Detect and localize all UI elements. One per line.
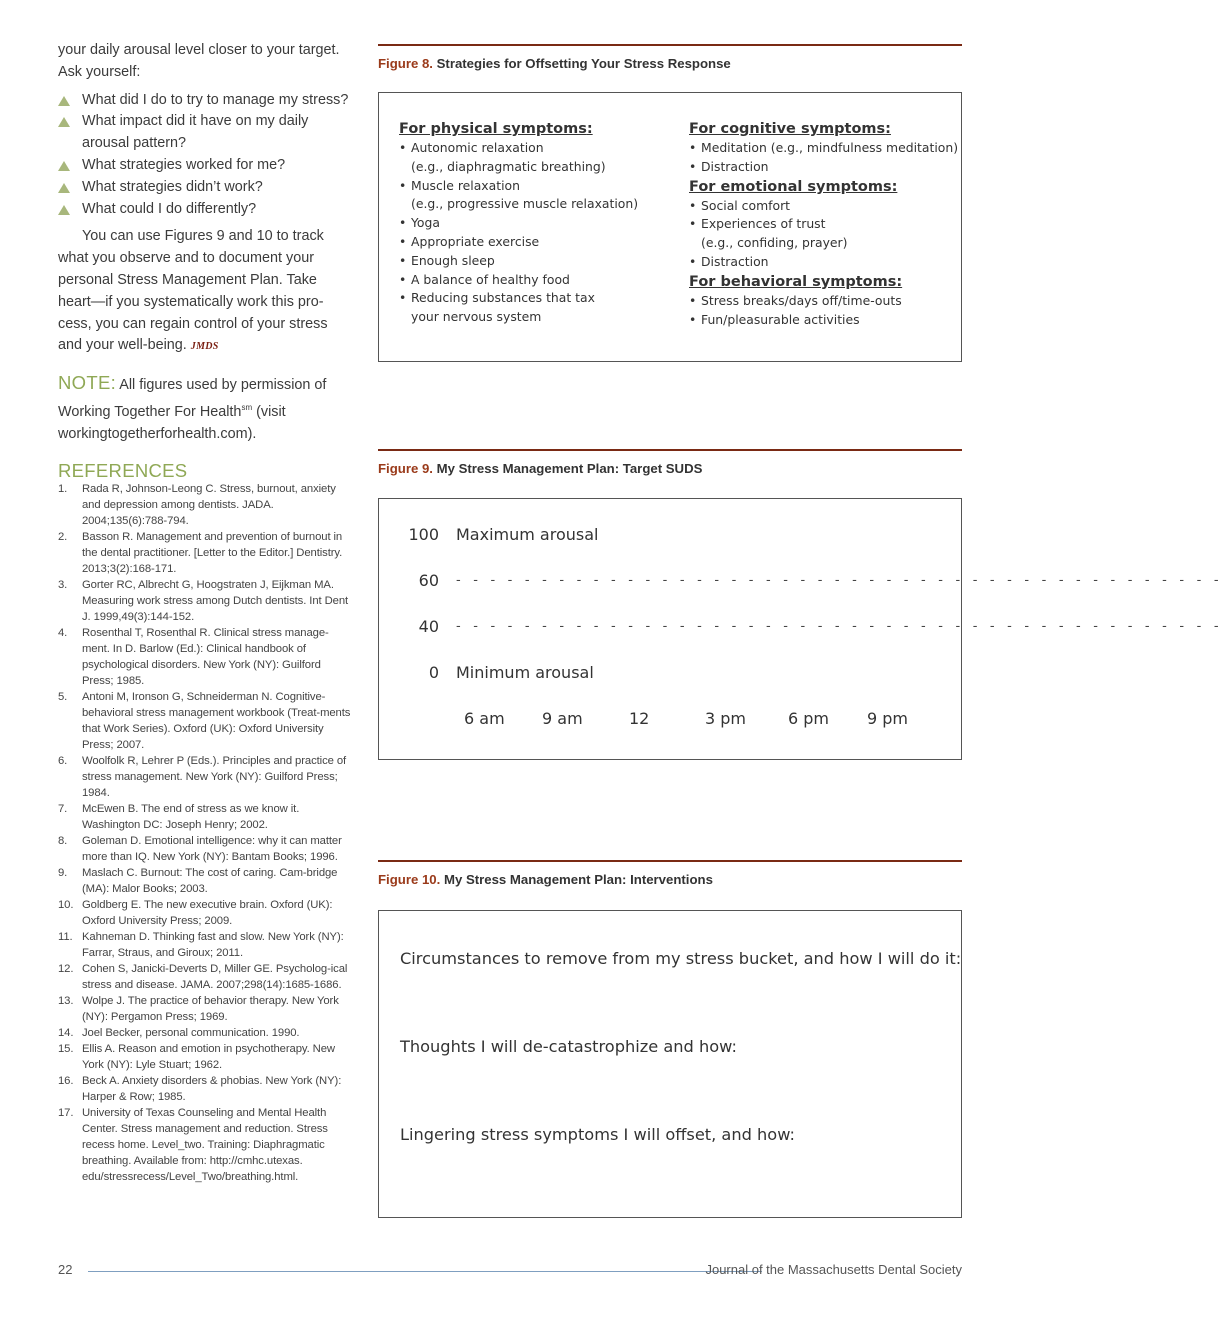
list-item-text: Distraction [701,158,769,174]
reference-number: 4. [58,627,68,640]
list-item [399,252,679,271]
reference-number: 13. [58,995,74,1008]
figure9-box: 100 Maximum arousal 60 - - - - - - - - - - - - - - - - - - - - - - - - - - - - - - - - - - - - - - - - - - - - - 40 - - - - - - - - - - - - - - - - - - - - - - - - - - - - - - - - - - - - - - - - - - - - - 0 Minimum arousal 6 am 9 am 12 3 pm 6 pm 9 pm [378,498,962,760]
reference-item [58,897,353,929]
figure10-caption: Figure 10. My Stress Management Plan: Interventions [378,872,713,887]
triangle-bullet-icon [58,161,70,171]
figure8-box [378,92,962,362]
psych-column [689,119,959,329]
reference-item [58,833,353,865]
intro-paragraph: your daily arousal level closer to your target. Ask yourself: [58,42,340,80]
intervention-symptoms: Lingering stress symptoms I will offset, and how: [400,1125,796,1144]
references-list [58,481,353,1185]
reference-number: 15. [58,1043,74,1056]
figure10-rule [378,860,962,862]
triangle-bullet-icon [58,96,70,106]
question-list [58,90,353,221]
physical-heading: For physical symptoms: [399,121,593,137]
page-number: 22 [58,1262,73,1277]
physical-list [399,139,679,327]
reference-item [58,1025,353,1041]
reference-item [58,993,353,1025]
reference-item [58,865,353,897]
list-item: What did I do to try to manage my stress? [58,90,353,112]
note-heading: NOTE: [58,372,117,394]
reference-text: Maslach C. Burnout: The cost of caring. Cam-bridge (MA): Malor Books; 2003. [82,867,338,896]
reference-number: 16. [58,1075,74,1088]
reference-number: 8. [58,835,68,848]
reference-text: Beck A. Anxiety disorders & phobias. New York (NY): Harper & Row; 1985. [82,1075,342,1104]
list-item [399,214,679,233]
reference-item [58,1073,353,1105]
reference-item [58,801,353,833]
bullet-icon: • [399,233,407,249]
reference-item [58,1105,353,1185]
list-item [689,292,959,311]
page-footer [58,1262,962,1282]
time-label: 12 [629,709,650,728]
reference-number: 14. [58,1027,74,1040]
reference-item [58,753,353,801]
reference-item [58,929,353,961]
list-item-text: Appropriate exercise [411,233,540,249]
list-item: What strategies worked for me? [58,155,353,177]
reference-number: 12. [58,963,74,976]
bullet-icon: • [689,311,697,327]
bullet-icon: • [399,252,407,268]
figure9-caption: Figure 9. My Stress Management Plan: Target SUDS [378,461,703,476]
reference-text: McEwen B. The end of stress as we know it. Washington DC: Joseph Henry; 2002. [82,803,300,832]
intervention-thoughts: Thoughts I will de-catastrophize and how: [400,1037,737,1056]
figure10-box [378,910,962,1218]
reference-item [58,625,353,689]
reference-item [58,481,353,529]
bullet-icon: • [689,158,697,174]
reference-number: 1. [58,483,68,496]
reference-number: 3. [58,579,68,592]
reference-text: Rada R, Johnson-Leong C. Stress, burnout, anxiety and depression among dentists. JADA. 2004;135(6):788-794. [82,483,336,528]
reference-item [58,961,353,993]
physical-column [399,119,679,327]
bullet-icon: • [399,177,407,193]
note-paragraph: NOTE: All figures used by permission of Working Together For Health$^{sm}$ (visit workingtogetherforhealth.com). [58,372,327,442]
cognitive-heading: For cognitive symptoms: [689,121,891,137]
list-item-subtext: your nervous system [411,309,542,325]
reference-item [58,1041,353,1073]
list-item-text: Muscle relaxation [411,177,520,193]
journal-name: Journal of the Massachusetts Dental Society [705,1262,962,1277]
reference-number: 11. [58,931,73,944]
reference-text: University of Texas Counseling and Mental Health Center. Stress management and reduction. Stress recess home. Level_two. Training: Diaphragmatic breathing. Available from: http://cmhc.utexas. edu/stressrecess/Level_Two/breathing.html. [82,1107,328,1184]
list-item [689,215,959,234]
list-item-subtext: (e.g., progressive muscle relaxation) [411,196,639,212]
triangle-bullet-icon [58,205,70,215]
list-item [689,139,959,158]
emotional-heading: For emotional symptoms: [689,178,898,195]
list-item-text: Autonomic relaxation [411,140,544,155]
footer-rule [88,1271,762,1272]
bullet-icon: • [399,140,407,155]
list-item-text: A balance of healthy food [411,271,570,287]
reference-text: Wolpe J. The practice of behavior therapy. New York (NY): Pergamon Press; 1969. [82,995,339,1024]
reference-text: Kahneman D. Thinking fast and slow. New York (NY): Farrar, Straus, and Giroux; 2011. [82,931,344,960]
behavioral-heading: For behavioral symptoms: [689,273,903,290]
time-label: 6 am [464,709,505,728]
list-item-text: Experiences of trust [701,216,826,232]
triangle-bullet-icon [58,183,70,193]
list-item [689,311,959,330]
reference-item [58,689,353,753]
reference-item [58,529,353,577]
target-line-40: - - - - - - - - - - - - - - - - - - - - - - - - - - - - - - - - - - - - - - - - - - - - - [456,619,1223,634]
reference-number: 9. [58,867,68,880]
time-label: 6 pm [788,709,830,728]
reference-text: Goleman D. Emotional intelligence: why it can matter more than IQ. New York (NY): Bantam Books; 1996. [82,835,342,864]
behavioral-list [689,292,959,330]
closing-paragraph: You can use Figures 9 and 10 to track what you observe and to document your personal Stress Management Plan. Take heart—if you systematically work this pro-cess, you can regain control of your stress and your well-being. JMDS [58,228,328,354]
bullet-icon: • [689,216,697,232]
time-label: 9 am [542,709,583,728]
list-item [399,139,679,158]
reference-text: Gorter RC, Albrecht G, Hoogstraten J, Eijkman MA. Measuring work stress among Dutch dentists. Int Dent J. 1999,49(3):144-152. [82,579,349,624]
list-item [689,197,959,216]
list-item [399,289,679,308]
reference-number: 5. [58,691,68,704]
emotional-list [689,197,959,272]
bullet-icon: • [399,215,407,231]
time-label: 9 pm [867,709,909,728]
list-item: What could I do differently? [58,199,353,221]
list-item-text: Yoga [411,215,440,231]
reference-number: 2. [58,531,68,544]
figure9-rule [378,449,962,451]
list-item-text: Distraction [701,253,769,269]
bullet-icon: • [689,253,697,269]
bullet-icon: • [689,140,697,155]
list-item-text: Enough sleep [411,252,495,268]
bullet-icon: • [399,271,407,287]
list-item [399,177,679,196]
reference-item [58,577,353,625]
intervention-circumstances: Circumstances to remove from my stress bucket, and how I will do it: [400,949,962,968]
list-item-text: Social comfort [701,197,791,213]
reference-text: Ellis A. Reason and emotion in psychotherapy. New York (NY): Lyle Stuart; 1962. [82,1043,335,1072]
list-item-text: Meditation (e.g., mindfulness meditation) [701,140,959,155]
time-label: 3 pm [705,709,747,728]
reference-text: Antoni M, Ironson G, Schneiderman N. Cognitive-behavioral stress management workbook (Treat-ments that Work Series). Oxford (UK): Oxford University Press; 2007. [82,691,351,752]
reference-number: 6. [58,755,68,768]
figure8-caption: Figure 8. Strategies for Offsetting Your Stress Response [378,56,731,71]
list-item-subtext: (e.g., diaphragmatic breathing) [411,158,606,174]
bullet-icon: • [689,292,697,308]
list-item [399,271,679,290]
bullet-icon: • [399,290,407,306]
bullet-icon: • [689,197,697,213]
list-item: What impact did it have on my daily arousal pattern? [58,111,353,155]
triangle-bullet-icon [58,117,70,127]
list-item [399,233,679,252]
reference-text: Rosenthal T, Rosenthal R. Clinical stress manage-ment. In D. Barlow (Ed.): Clinical handbook of psychological disorders. New York (NY): Guilford Press; 1985. [82,627,329,688]
reference-number: 10. [58,899,74,912]
reference-number: 7. [58,803,68,816]
list-item [689,158,959,177]
list-item-text: Fun/pleasurable activities [701,311,860,327]
list-item-subtext: (e.g., confiding, prayer) [701,235,848,251]
reference-text: Cohen S, Janicki-Deverts D, Miller GE. Psycholog-ical stress and disease. JAMA. 2007;298(14):1685-1686. [82,963,348,992]
reference-text: Goldberg E. The new executive brain. Oxford (UK): Oxford University Press; 2009. [82,899,333,928]
cognitive-list [689,139,959,177]
figure8-rule [378,44,962,46]
reference-text: Woolfolk R, Lehrer P (Eds.). Principles and practice of stress management. New York (NY): Guilford Press; 1984. [82,755,347,800]
references-heading: REFERENCES [58,460,188,482]
jmds-end-mark: JMDS [190,341,219,353]
list-item: What strategies didn’t work? [58,177,353,199]
list-item-text: Reducing substances that tax [411,290,595,306]
list-item-text: Stress breaks/days off/time-outs [701,292,902,308]
reference-number: 17. [58,1107,74,1120]
target-line-60: - - - - - - - - - - - - - - - - - - - - - - - - - - - - - - - - - - - - - - - - - - - - - [456,573,1223,588]
reference-text: Basson R. Management and prevention of burnout in the dental practitioner. [Letter to the Editor.] Dentistry. 2013;3(2):168-171. [82,531,343,576]
reference-text: Joel Becker, personal communication. 1990. [82,1027,300,1040]
list-item [689,253,959,272]
left-column [58,40,353,1185]
